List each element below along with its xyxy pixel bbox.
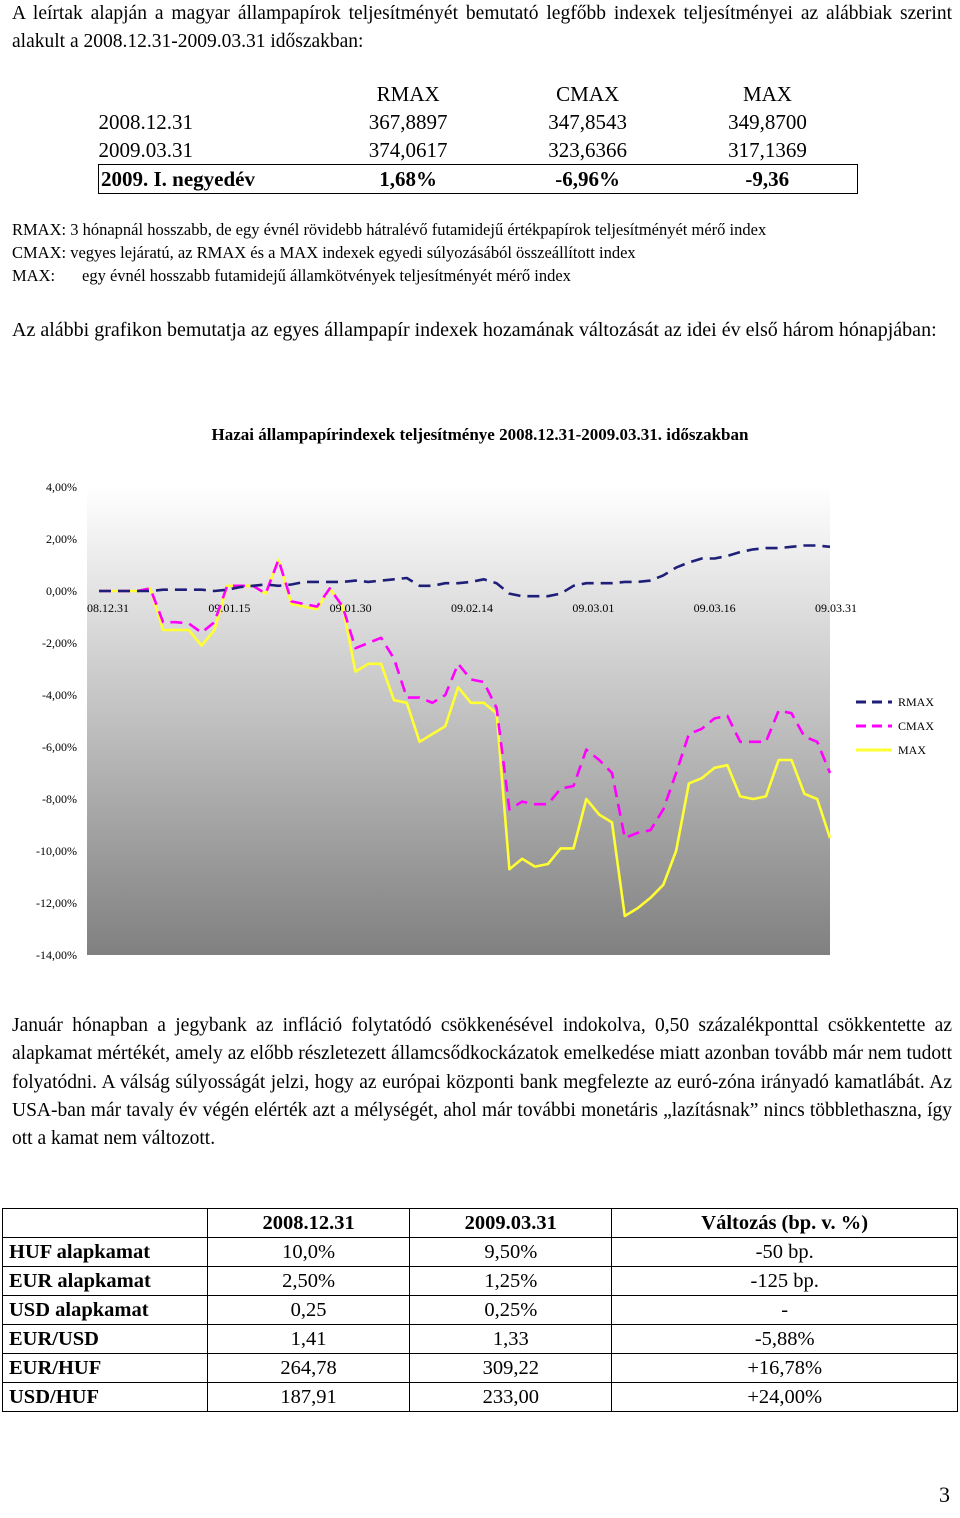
- y-tick-label: -14,00%: [36, 948, 77, 962]
- y-tick-label: 0,00%: [46, 584, 77, 598]
- cell: 323,6366: [548, 137, 628, 162]
- table-row: [3, 1325, 958, 1354]
- cell: 187,91: [208, 1383, 410, 1412]
- cell: 233,00: [410, 1383, 612, 1412]
- cell: -5,88%: [612, 1325, 958, 1354]
- cell: -50 bp.: [612, 1238, 958, 1267]
- header-rmax: RMAX: [376, 81, 440, 106]
- table-row: [99, 136, 858, 165]
- y-tick-label: -4,00%: [42, 688, 77, 702]
- legend-label-max: MAX: [898, 743, 927, 757]
- y-tick-label: 2,00%: [46, 532, 77, 546]
- table-row: [3, 1238, 958, 1267]
- definition-key: MAX:: [12, 266, 56, 285]
- x-tick-label: 09.03.16: [693, 601, 736, 615]
- cell: 367,8897: [368, 109, 448, 134]
- cell: 9,50%: [410, 1238, 612, 1267]
- x-tick-label: 08.12.31: [87, 601, 129, 615]
- cell: 349,8700: [728, 109, 807, 134]
- definition-key: CMAX:: [12, 243, 67, 262]
- cell: 1,25%: [410, 1267, 612, 1296]
- y-tick-label: 4,00%: [46, 480, 77, 494]
- header-change: Változás (bp. v. %): [612, 1209, 958, 1238]
- cell: +24,00%: [612, 1383, 958, 1412]
- cell: 347,8543: [548, 109, 628, 134]
- cell: 1,41: [208, 1325, 410, 1354]
- cell: 1,68%: [318, 165, 498, 194]
- x-tick-label: 09.01.30: [329, 601, 372, 615]
- table-row: [3, 1354, 958, 1383]
- rates-table-header: [3, 1209, 958, 1238]
- body-paragraph: Január hónapban a jegybank az infláció folytatódó csökkenésével indokolva, 0,50 százalékponttal csökkentette az alapkamat mértékét, amely az előbb részletezett államcsődkockázatok emelkedése miatt azonban tovább már nem tudott folyatódni. A válság súlyosságát jelzi, hogy az európai központi bank megfelezte az euró-zóna irányadó kamatlábát. Az USA-ban már tavaly év végén elérték azt a mélységét, ahol már további monetáris „lazításnak” nincs többlethaszna, így ott a kamat nem változott.: [12, 1015, 952, 1150]
- y-tick-label: -10,00%: [36, 844, 77, 858]
- index-table-header: [99, 80, 858, 108]
- legend-label-cmax: CMAX: [898, 719, 935, 733]
- table-row: [3, 1296, 958, 1325]
- definition-text: 3 hónapnál hosszabb, de egy évnél rövidebb hátralévő futamidejű értékpapírok teljesítményét mérő index: [70, 220, 767, 239]
- line-chart: [0, 470, 960, 970]
- table-row: [99, 108, 858, 136]
- definition-text: egy évnél hosszabb futamidejű államkötvények teljesítményét mérő index: [82, 266, 571, 285]
- table-row: [3, 1267, 958, 1296]
- header-date-1: 2008.12.31: [208, 1209, 410, 1238]
- cell: +16,78%: [612, 1354, 958, 1383]
- row-label: 2009. I. negyedév: [99, 165, 319, 194]
- row-label: HUF alapkamat: [3, 1238, 208, 1267]
- row-label: 2009.03.31: [98, 137, 193, 162]
- cell: 2,50%: [208, 1267, 410, 1296]
- legend-label-rmax: RMAX: [898, 695, 935, 709]
- row-label: EUR/USD: [3, 1325, 208, 1354]
- header-cmax: CMAX: [556, 81, 620, 106]
- intro-paragraph: A leírtak alapján a magyar állampapírok teljesítményét bemutató legfőbb indexek teljesítményei az alábbiak szerint alakult a 2008.12.31-2009.03.31 időszakban:: [12, 3, 952, 52]
- index-definitions: [12, 218, 952, 287]
- definition-key: RMAX:: [12, 220, 67, 239]
- cell: 374,0617: [368, 137, 448, 162]
- cell: 264,78: [208, 1354, 410, 1383]
- page-number: 3: [939, 1482, 950, 1507]
- row-label: USD alapkamat: [3, 1296, 208, 1325]
- row-label: 2008.12.31: [98, 109, 193, 134]
- x-tick-label: 09.01.15: [208, 601, 251, 615]
- table-row: [99, 165, 858, 194]
- row-label: EUR/HUF: [3, 1354, 208, 1383]
- x-tick-label: 09.03.01: [572, 601, 615, 615]
- header-date-2: 2009.03.31: [410, 1209, 612, 1238]
- cell: 1,33: [410, 1325, 612, 1354]
- table-row: [3, 1383, 958, 1412]
- row-label: EUR alapkamat: [3, 1267, 208, 1296]
- cell: -: [612, 1296, 958, 1325]
- cell: -6,96%: [498, 165, 678, 194]
- definition-max: [12, 264, 952, 287]
- definition-cmax: [12, 241, 952, 264]
- rates-table: [2, 1208, 958, 1412]
- cell: 0,25: [208, 1296, 410, 1325]
- cell: 10,0%: [208, 1238, 410, 1267]
- header-max: MAX: [742, 81, 792, 106]
- cell: -9,36: [677, 165, 857, 194]
- y-tick-label: -12,00%: [36, 896, 77, 910]
- y-tick-label: -8,00%: [42, 792, 77, 806]
- y-tick-label: -2,00%: [42, 636, 77, 650]
- cell: 0,25%: [410, 1296, 612, 1325]
- cell: 309,22: [410, 1354, 612, 1383]
- cell: -125 bp.: [612, 1267, 958, 1296]
- x-tick-label: 09.03.31: [815, 601, 857, 615]
- x-tick-label: 09.02.14: [451, 601, 493, 615]
- index-table: [98, 80, 858, 194]
- chart-title: Hazai állampapírindexek teljesítménye 2008.12.31-2009.03.31. időszakban: [211, 425, 749, 444]
- y-tick-label: -6,00%: [42, 740, 77, 754]
- definition-rmax: [12, 218, 952, 241]
- cell: 317,1369: [728, 137, 807, 162]
- row-label: USD/HUF: [3, 1383, 208, 1412]
- chart-intro-paragraph: Az alábbi grafikon bemutatja az egyes állampapír indexek hozamának változását az idei év első három hónapjában:: [12, 319, 937, 341]
- definition-text: vegyes lejáratú, az RMAX és a MAX indexek egyedi súlyozásából összeállított index: [70, 243, 636, 262]
